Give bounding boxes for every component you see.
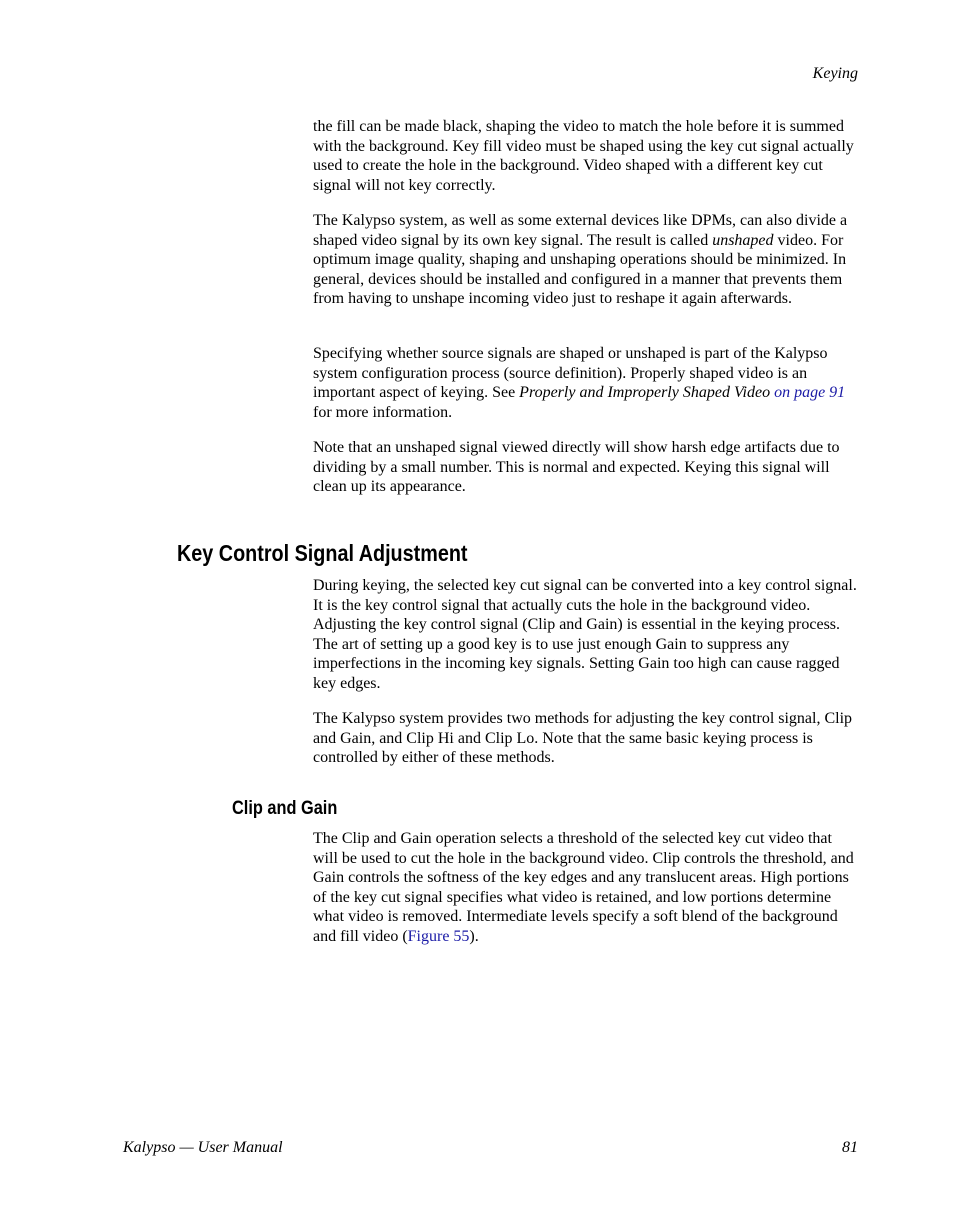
paragraph-key-control-intro <box>313 576 859 694</box>
paragraph-source-definition <box>313 344 859 422</box>
paragraph-clip-gain <box>313 829 859 947</box>
figure-reference-link[interactable]: Figure 55 <box>407 927 470 945</box>
paragraph-shaped-fill <box>313 117 859 195</box>
footer-manual-title: Kalypso — User Manual <box>123 1139 283 1156</box>
footer-page-number: 81 <box>842 1139 858 1156</box>
paragraph-text: for more information. <box>313 403 453 421</box>
paragraph-text: Note that an unshaped signal viewed directly will show harsh edge artifacts due to dividing by a small number. This is normal and expected. Keying this signal will clean up its appearance. <box>313 439 840 496</box>
paragraph-text: The Kalypso system provides two methods for adjusting the key control signal, Clip and Gain, and Clip Hi and Clip Lo. Note that the same basic keying process is controlled by either of these methods. <box>313 710 853 767</box>
paragraph-edge-artifacts <box>313 438 859 497</box>
paragraph-text: the fill can be made black, shaping the video to match the hole before it is summed with the background. Key fill video must be shaped using the key cut signal actually used to create the hole in the background. Video shaped with a different key cut signal will not key correctly. <box>313 118 854 194</box>
paragraph-text: During keying, the selected key cut signal can be converted into a key control signal. It is the key control signal that actually cuts the hole in the background video. Adjusting the key control signal (Clip and Gain) is essential in the keying process. The art of setting up a good key is to use just enough Gain to suppress any imperfections in the incoming key signals. Setting Gain too high can cause ragged key edges. <box>313 577 857 692</box>
paragraph-text: The Clip and Gain operation selects a threshold of the selected key cut video that will be used to cut the hole in the background video. Clip controls the threshold, and Gain controls the softness of the key edges and any translucent areas. High portions of the key cut signal specifies what video is retained, and low portions determine what video is removed. Intermediate levels specify a soft blend of the background and fill video ( <box>313 830 854 945</box>
paragraph-unshaped-video <box>313 211 859 309</box>
paragraph-adjust-methods <box>313 709 859 768</box>
emphasis-unshaped: unshaped <box>712 231 774 249</box>
paragraph-text: Specifying whether source signals are shaped or unshaped is part of the Kalypso system configuration process (source definition). Properly shaped video is an important aspect of keying. See <box>313 345 828 402</box>
page-reference-link[interactable]: on page 91 <box>774 384 846 402</box>
paragraph-text: video. For optimum image quality, shaping and unshaping operations should be minimized. In general, devices should be installed and configured in a manner that prevents them from having to unshape incoming video just to reshape it again afterwards. <box>313 231 847 308</box>
running-header: Keying <box>812 65 858 82</box>
section-heading-key-control: Key Control Signal Adjustment <box>177 540 468 566</box>
paragraph-text: ). <box>469 927 479 945</box>
paragraph-text: The Kalypso system, as well as some external devices like DPMs, can also divide a shaped video signal by its own key signal. The result is called <box>313 212 848 249</box>
cross-reference-title: Properly and Improperly Shaped Video <box>519 384 771 402</box>
subsection-heading-clip-gain: Clip and Gain <box>232 798 338 819</box>
